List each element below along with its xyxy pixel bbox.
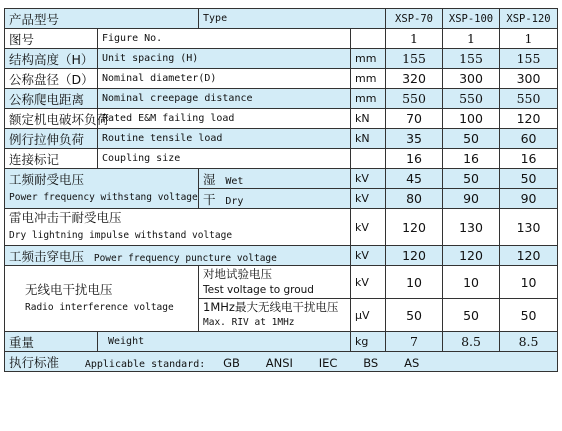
header-type-en: Type xyxy=(199,9,386,29)
row-label-cn: 公称盘径（D） xyxy=(5,69,98,89)
specification-table xyxy=(4,8,558,372)
row-label-en: Coupling size xyxy=(98,149,351,169)
header-row xyxy=(5,9,558,29)
table-row-radio-test-voltage xyxy=(5,266,558,299)
standard-item: BS xyxy=(363,355,379,370)
row-value: 60 xyxy=(500,129,558,149)
row-unit: kV xyxy=(351,266,386,299)
row-unit: mm xyxy=(351,49,386,69)
row-value: 16 xyxy=(443,149,500,169)
row-unit: kV xyxy=(351,169,386,189)
table-row xyxy=(5,49,558,69)
row-label-cn: 公称爬电距离 xyxy=(5,89,98,109)
puncture-en: Power frequency puncture voltage xyxy=(93,252,277,264)
row-value: 8.5 xyxy=(443,332,500,352)
row-value: 35 xyxy=(386,129,443,149)
power-frequency-label xyxy=(5,169,199,209)
row-value: 16 xyxy=(386,149,443,169)
row-label-cn: 例行拉伸负荷 xyxy=(5,129,98,149)
radio-test-voltage-label xyxy=(199,266,351,299)
table-row xyxy=(5,109,558,129)
row-value: 50 xyxy=(500,169,558,189)
row-value: 70 xyxy=(386,109,443,129)
dry-en: Dry xyxy=(225,195,244,207)
standard-cell xyxy=(5,352,558,372)
row-value: 130 xyxy=(443,209,500,246)
row-value: 45 xyxy=(386,169,443,189)
row-label-en: Routine tensile load xyxy=(98,129,351,149)
table-row-power-frequency-wet xyxy=(5,169,558,189)
model-xsp120: XSP-120 xyxy=(500,9,558,29)
standard-item: IEC xyxy=(318,355,338,370)
row-value: 1 xyxy=(500,29,558,49)
model-xsp100: XSP-100 xyxy=(443,9,500,29)
row-label-en: Nominal diameter(D) xyxy=(98,69,351,89)
row-label-cn: 额定机电破坏负荷 xyxy=(5,109,98,129)
dry-label xyxy=(199,189,351,209)
table-row-standard xyxy=(5,352,558,372)
row-label-en: Figure No. xyxy=(98,29,351,49)
row-label-cn: 连接标记 xyxy=(5,149,98,169)
row-value: 1 xyxy=(386,29,443,49)
table-row xyxy=(5,129,558,149)
row-unit: mm xyxy=(351,89,386,109)
row-value: 155 xyxy=(386,49,443,69)
row-value: 130 xyxy=(500,209,558,246)
row-value: 300 xyxy=(500,69,558,89)
table-row-puncture xyxy=(5,246,558,266)
table-row xyxy=(5,149,558,169)
table-row xyxy=(5,69,558,89)
weight-en: Weight xyxy=(98,332,351,352)
standard-cn: 执行标准 xyxy=(9,354,60,370)
table-row xyxy=(5,29,558,49)
row-value: 7 xyxy=(386,332,443,352)
row-value: 550 xyxy=(386,89,443,109)
row-label-en: Unit spacing (H) xyxy=(98,49,351,69)
standard-label: Applicable standard: xyxy=(84,358,206,370)
standard-item: AS xyxy=(404,355,420,370)
row-value: 155 xyxy=(443,49,500,69)
standard-item: ANSI xyxy=(265,355,293,370)
row-value: 100 xyxy=(443,109,500,129)
table-row-weight xyxy=(5,332,558,352)
weight-cn: 重量 xyxy=(5,332,98,352)
row-value: 120 xyxy=(386,209,443,246)
row-value: 50 xyxy=(386,299,443,332)
row-value: 10 xyxy=(443,266,500,299)
wet-en: Wet xyxy=(225,175,244,187)
row-label-cn: 结构高度（H） xyxy=(5,49,98,69)
row-label-cn: 图号 xyxy=(5,29,98,49)
row-unit xyxy=(351,29,386,49)
radio-max-riv-en: Max. RIV at 1MHz xyxy=(203,317,295,328)
radio-max-riv-label xyxy=(199,299,351,332)
row-unit: kN xyxy=(351,109,386,129)
row-unit: μV xyxy=(351,299,386,332)
row-unit: kg xyxy=(351,332,386,352)
radio-max-riv-cn: 1MHz最大无线电干扰电压 xyxy=(203,300,339,314)
row-value: 550 xyxy=(500,89,558,109)
row-label-en: Rated E&M failing load xyxy=(98,109,351,129)
row-value: 300 xyxy=(443,69,500,89)
power-frequency-cn: 工频耐受电压 xyxy=(9,171,85,187)
row-value: 80 xyxy=(386,189,443,209)
row-unit: kN xyxy=(351,129,386,149)
row-value: 50 xyxy=(443,129,500,149)
lightning-cn: 雷电冲击干耐受电压 xyxy=(9,210,122,225)
wet-label xyxy=(199,169,351,189)
row-value: 155 xyxy=(500,49,558,69)
row-value: 50 xyxy=(443,169,500,189)
row-unit xyxy=(351,149,386,169)
row-value: 120 xyxy=(386,246,443,266)
row-value: 90 xyxy=(500,189,558,209)
row-label-en: Nominal creepage distance xyxy=(98,89,351,109)
row-value: 90 xyxy=(443,189,500,209)
radio-label xyxy=(5,266,199,332)
row-value: 16 xyxy=(500,149,558,169)
row-value: 10 xyxy=(386,266,443,299)
puncture-label xyxy=(5,246,351,266)
row-value: 120 xyxy=(500,246,558,266)
radio-en: Radio interference voltage xyxy=(25,301,174,313)
row-unit: kV xyxy=(351,189,386,209)
row-value: 50 xyxy=(443,299,500,332)
row-value: 320 xyxy=(386,69,443,89)
puncture-cn: 工频击穿电压 xyxy=(9,248,85,264)
row-unit: kV xyxy=(351,209,386,246)
row-value: 120 xyxy=(443,246,500,266)
model-xsp70: XSP-70 xyxy=(386,9,443,29)
lightning-label xyxy=(5,209,351,246)
power-frequency-en: Power frequency withstang voltage xyxy=(9,191,198,203)
radio-cn: 无线电干扰电压 xyxy=(25,281,113,297)
row-value: 1 xyxy=(443,29,500,49)
wet-cn: 湿 xyxy=(203,171,216,187)
radio-test-voltage-cn: 对地试验电压 xyxy=(203,267,273,281)
radio-test-voltage-en: Test voltage to groud xyxy=(203,284,314,296)
lightning-en: Dry lightning impulse withstand voltage xyxy=(9,230,233,241)
row-value: 550 xyxy=(443,89,500,109)
row-value: 8.5 xyxy=(500,332,558,352)
standard-item: GB xyxy=(223,355,240,370)
table-row-lightning-impulse xyxy=(5,209,558,246)
row-value: 50 xyxy=(500,299,558,332)
row-unit: mm xyxy=(351,69,386,89)
dry-cn: 干 xyxy=(203,191,216,207)
row-value: 10 xyxy=(500,266,558,299)
header-type-cn: 产品型号 xyxy=(5,9,199,29)
row-value: 120 xyxy=(500,109,558,129)
row-unit: kV xyxy=(351,246,386,266)
table-row xyxy=(5,89,558,109)
